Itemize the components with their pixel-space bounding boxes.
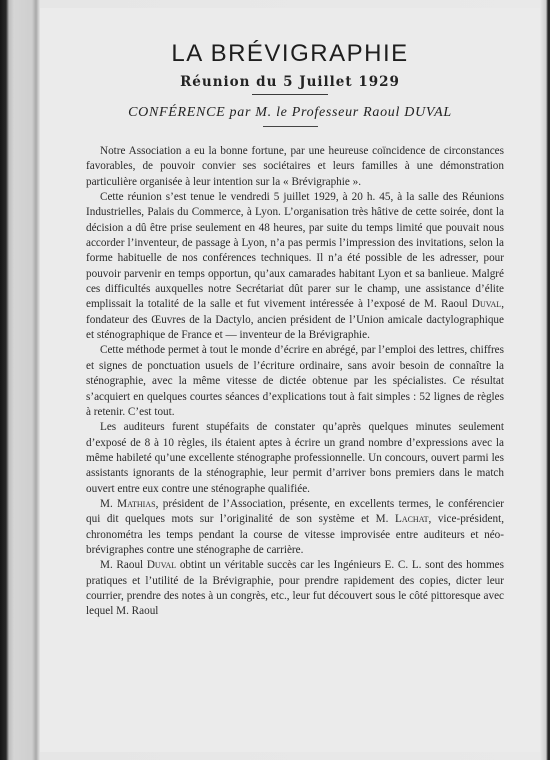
name-lachat: Lachat: [394, 513, 429, 526]
document-page: [40, 8, 540, 752]
paragraph-5-middle: , président de l’Association, présente, en excellents termes, le conférencier qui dit quelques mots sur l’originalité de son système et M.: [86, 497, 505, 526]
paragraph-5-prefix: M.: [100, 497, 113, 510]
conference-heading: CONFÉRENCE par M. le Professeur Raoul DUVAL: [128, 105, 452, 120]
name-duval: Duval: [471, 298, 502, 311]
paragraph-4: Les auditeurs furent stupéfaits de constater qu’après quelques minutes seulement d’exposé de 8 à 10 règles, ils étaient aptes à écrire un grand nombre d’expressions avec la même habileté qu’une excellente sténographe professionnelle. Un concours, ouvert parmi les assistants ignorants de la sténographie, leur permit d’arriver bons premiers dans le match ouvert entre eux contre une sténographe qualifiée.: [86, 421, 504, 495]
meeting-subtitle: Réunion du 5 Juillet 1929: [180, 74, 400, 90]
paragraph-5: [86, 497, 504, 558]
paragraph-2: [86, 190, 504, 343]
paragraph-6: [86, 558, 504, 619]
paragraph-3: Cette méthode permet à tout le monde d’écrire en abrégé, par l’emploi des lettres, chiffres et signes de ponctuation usuels de l’écriture ordinaire, sans avoir besoin de connaître la sténographie, avec la même vitesse de dictée obtenue par les spécialistes. Ce résultat s’acquiert en quelques courtes séances d’explications tout à fait simples : 52 lignes de règles à retenir. C’est tout.: [86, 344, 504, 418]
document-header: [40, 8, 540, 127]
paragraph-5-tail: , vice-président, chronométra les temps pendant la course de vitesse improvisée entre auditeurs et néo-brévigraphes contre une sténographe de carrière.: [86, 513, 504, 556]
page-title: LA BRÉVIGRAPHIE: [171, 40, 409, 67]
title-divider: [252, 94, 328, 95]
paragraph-2-text: Cette réunion s’est tenue le vendredi 5 juillet 1929, à 20 h. 45, à la salle des Réunions Industrielles, Palais du Commerce, à Lyon. L’organisation très hâtive de cette soirée, dont la décision a dû être prise seulement en 48 heures, par suite du temps limité que pouvait nous accorder l’inventeur, de passage à Lyon, n’a pas permis l’impression des invitations, selon la forme habituelle de nos conférences techniques. Il n’a été possible de les adresser, pour pouvoir parvenir en temps opportun, qu’aux camarades habitant Lyon et sa banlieue. Malgré ces difficultés auxquelles notre Secrétariat dût parer sur le champ, une assistance d’élite emplissait la totalité de la salle et fut vivement intéressée à l’exposé de M. Raoul: [86, 191, 504, 311]
conference-divider: [263, 126, 318, 127]
name-duval-2: Duval: [146, 559, 177, 572]
paragraph-1: Notre Association a eu la bonne fortune, par une heureuse coïncidence de circonstances favorables, de pouvoir convier ses sociétaires et leurs familles à une démonstration particulière organisée à leur intention sur la « Brévigraphie ».: [86, 145, 504, 188]
article-body: [86, 144, 504, 620]
paragraph-6-tail: obtint un véritable succès car les Ingénieurs E. C. L. sont des hommes pratiques et l’utilité de la Brévigraphie, pour prendre rapidement des copies, dicter leur courrier, prendre des notes à un congrès, etc., leur fut découvert sous le côté pittoresque avec lequel M. Raoul: [86, 559, 504, 618]
name-mathias: Mathias: [117, 497, 156, 510]
paragraph-6-prefix: M. Raoul: [100, 559, 144, 572]
paragraph-2-tail: , fondateur des Œuvres de la Dactylo, ancien président de l’Union amicale dactylographique et sténographique de France et — inventeur de la Brévigraphie.: [86, 298, 504, 342]
